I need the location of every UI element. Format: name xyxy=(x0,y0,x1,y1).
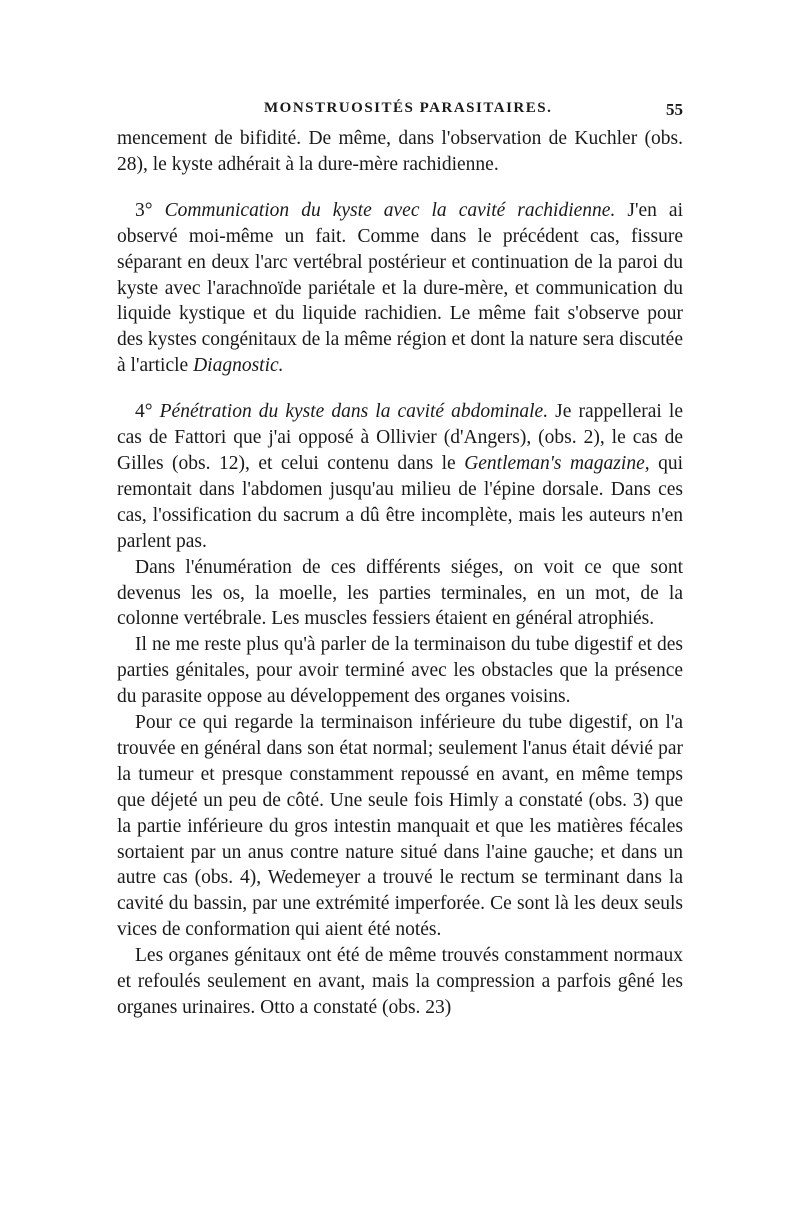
text-run: Il ne me reste plus qu'à parler de la terminaison du tube digestif et des parties génitales, pour avoir terminé avec les obstacles que la présence du parasite oppose au développement des organes voisins. xyxy=(117,634,683,708)
running-title: MONSTRUOSITÉS PARASITAIRES. xyxy=(264,100,553,116)
text-run: Je rappellerai le cas de Fattori que j'ai opposé à Ollivier (d'Angers), (obs. 2), le cas de Gilles (obs. 12), et celui contenu dans le xyxy=(117,401,683,474)
paragraph-enumeration xyxy=(117,555,683,633)
text-run: Pour ce qui regarde la terminaison inférieure du tube digestif, on l'a trouvée en général dans son état normal; seulement l'anus était dévié par la tumeur et presque constamment repoussé en avant, en même temps que déjeté un peu de côté. Une seule fois Himly a constaté (obs. 3) que la partie inférieure du gros intestin manquait et que les matières fécales sortaient par un anus contre nature situé dans l'aine gauche; et dans un autre cas (obs. 4), Wedemeyer a trouvé le rectum se terminant dans la cavité du bassin, par une extrémité imperforée. Ce sont là les deux seuls vices de conformation qui aient été notés. xyxy=(117,712,683,941)
text-run: Dans l'énumération de ces différents siéges, on voit ce que sont devenus les os, la moelle, les parties terminales, en un mot, de la colonne vertébrale. Les muscles fessiers étaient en général atrophiés. xyxy=(117,556,683,630)
text-run: 3° xyxy=(135,199,165,221)
paragraph-digestive xyxy=(117,632,683,710)
paragraph-continuation xyxy=(117,126,683,178)
italic-reference: Gentleman's magazine, xyxy=(464,452,650,474)
paragraph-penetration xyxy=(117,399,683,554)
section-heading-italic: Communication du kyste avec la cavité rachidienne. xyxy=(164,199,616,221)
text-run: J'en ai observé moi-même un fait. Comme dans le précédent cas, fissure séparant en deux l'arc vertébral postérieur et continuation de la paroi du kyste avec l'arachnoïde pariétale et la dure-mère, et communication du liquide kystique et du liquide rachidien. Le même fait s'observe pour des kystes congénitaux de la même région et dont la nature sera discutée à l'article xyxy=(117,199,683,377)
paragraph-organes xyxy=(117,943,683,1021)
text-run: qui remontait dans l'abdomen jusqu'au milieu de l'épine dorsale. Dans ces cas, l'ossification du sacrum a dû être incomplète, mais les auteurs n'en parlent pas. xyxy=(117,452,683,552)
section-heading-italic: Pénétration du kyste dans la cavité abdominale. xyxy=(159,401,549,423)
text-run: mencement de bifidité. De même, dans l'observation de Kuchler (obs. 28), le kyste adhérait à la dure-mère rachidienne. xyxy=(117,128,683,175)
text-run: Les organes génitaux ont été de même trouvés constamment normaux et refoulés seulement en avant, mais la compression a parfois gêné les organes urinaires. Otto a constaté (obs. 23) xyxy=(117,945,683,1018)
text-run: 4° xyxy=(135,401,160,423)
paragraph-communication xyxy=(117,198,683,379)
page-number: 55 xyxy=(666,100,683,119)
page-header xyxy=(117,100,683,124)
italic-reference: Diagnostic. xyxy=(193,355,284,377)
body-text xyxy=(117,126,683,1021)
paragraph-terminaison xyxy=(117,710,683,943)
